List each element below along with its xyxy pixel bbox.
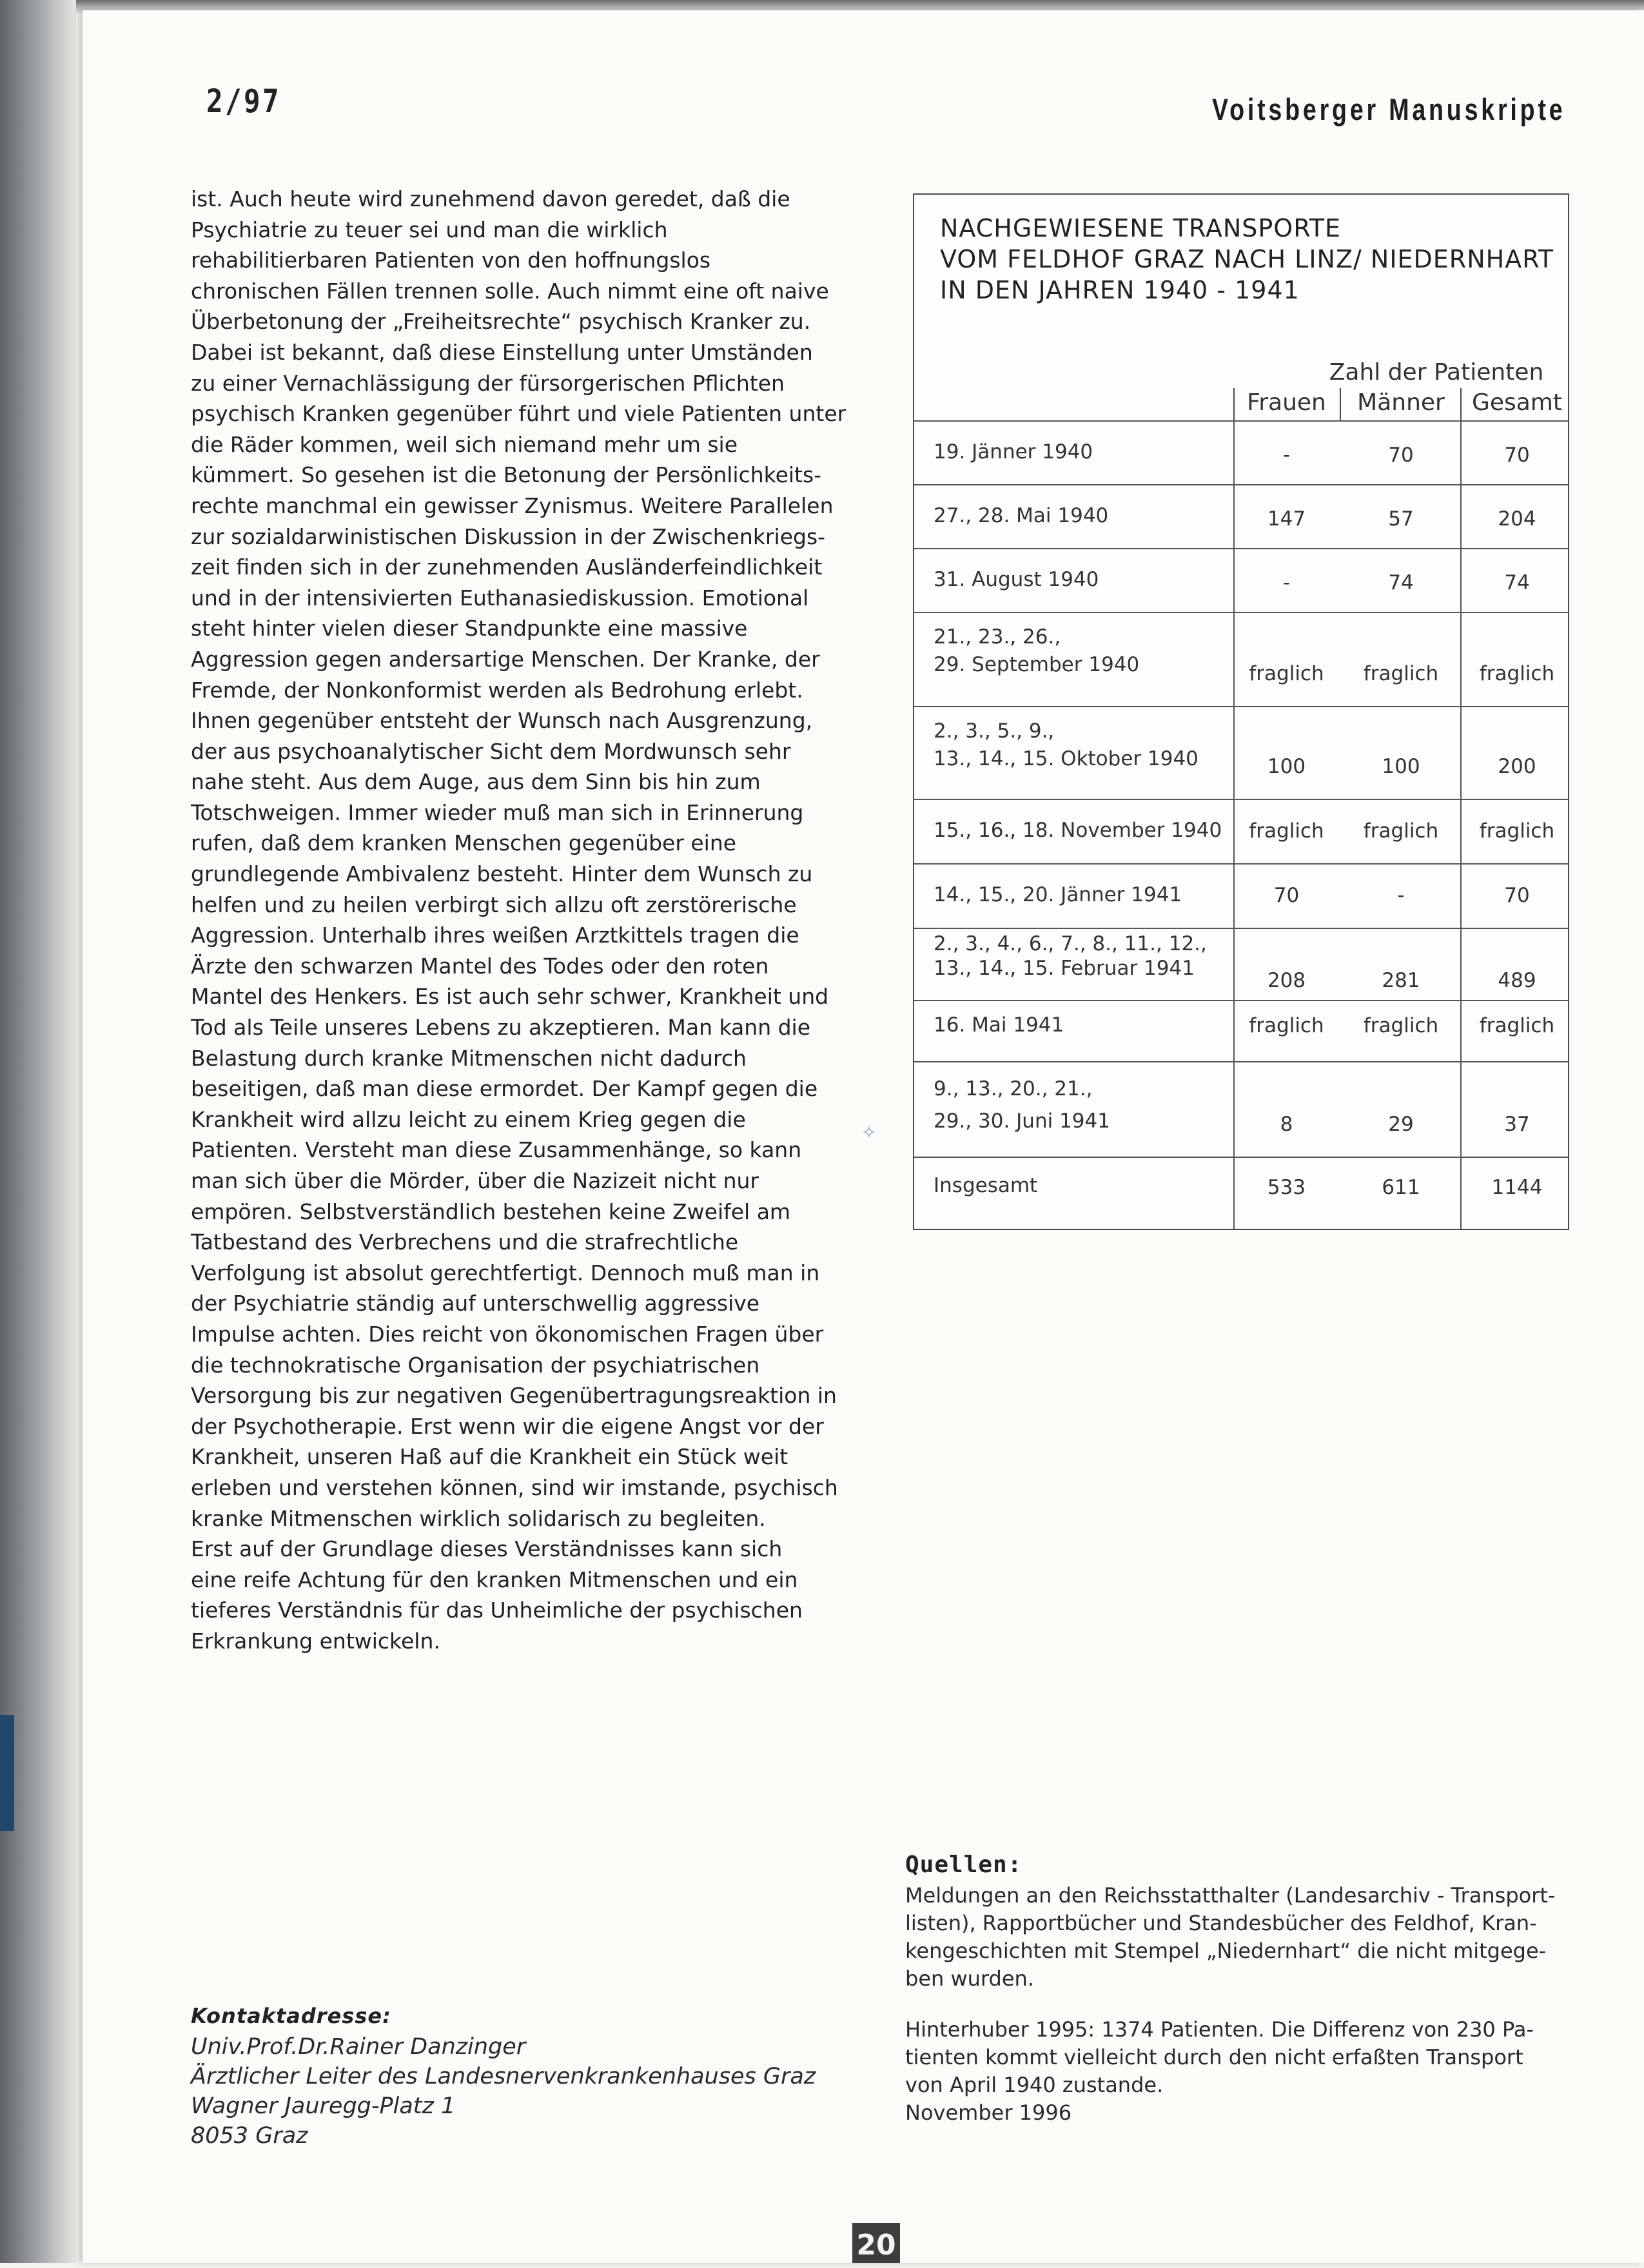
row-frauen: 533 — [1267, 1176, 1306, 1199]
cell-divider — [1233, 1062, 1235, 1157]
table-title-line: VOM FELDHOF GRAZ NACH LINZ/ NIEDERNHART — [940, 245, 1554, 273]
sources-title: Quellen: — [905, 1852, 1023, 1878]
cell-divider — [1460, 485, 1462, 548]
column-header-maenner: Männer — [1357, 389, 1445, 416]
cell-divider — [1233, 800, 1235, 863]
cell-divider — [1460, 549, 1462, 612]
row-frauen: 8 — [1280, 1113, 1293, 1136]
cell-divider — [1233, 422, 1235, 484]
issue-number: 2/97 — [206, 83, 281, 120]
row-frauen: fraglich — [1249, 1014, 1324, 1037]
row-gesamt: 489 — [1498, 969, 1536, 992]
contact-block — [191, 2004, 836, 2151]
cell-divider — [1460, 865, 1462, 928]
row-frauen: 147 — [1267, 507, 1306, 531]
row-date: 19. Jänner 1940 — [934, 440, 1093, 464]
row-frauen: 100 — [1267, 755, 1306, 778]
row-date: 9., 13., 20., 21., 29., 30. Juni 1941 — [934, 1077, 1110, 1133]
row-gesamt: fraglich — [1479, 1014, 1555, 1037]
row-maenner: 74 — [1388, 571, 1414, 594]
table-row-total — [914, 1157, 1568, 1229]
row-frauen: - — [1282, 571, 1291, 594]
cell-divider — [1233, 1001, 1235, 1061]
scan-edge-left — [0, 0, 76, 2263]
cell-divider — [1460, 800, 1462, 863]
row-date: 21., 23., 26., 29. September 1940 — [934, 625, 1140, 676]
row-maenner: 100 — [1382, 755, 1420, 778]
cell-divider — [1233, 549, 1235, 612]
row-date: 2., 3., 5., 9., 13., 14., 15. Oktober 1940 — [934, 719, 1199, 770]
row-maenner: fraglich — [1363, 819, 1439, 843]
row-frauen: - — [1282, 444, 1291, 467]
row-date: 16. Mai 1941 — [934, 1013, 1064, 1037]
sources-block — [905, 1852, 1563, 2127]
table-title-line: IN DEN JAHREN 1940 - 1941 — [940, 276, 1300, 304]
row-gesamt: 37 — [1504, 1113, 1530, 1136]
column-divider — [1340, 388, 1341, 420]
row-date: 2., 3., 4., 6., 7., 8., 11., 12., 13., 14., 15. Februar 1941 — [934, 932, 1207, 980]
cell-divider — [1460, 1062, 1462, 1157]
row-maenner: fraglich — [1363, 662, 1439, 685]
cell-divider — [1460, 422, 1462, 484]
cell-divider — [1233, 707, 1235, 799]
cell-divider — [1233, 485, 1235, 548]
contact-line: Wagner Jauregg-Platz 1 — [191, 2093, 456, 2119]
cell-divider — [1460, 613, 1462, 706]
cell-divider — [1233, 613, 1235, 706]
contact-line: Ärztlicher Leiter des Landesnervenkrankenhauses Graz — [191, 2064, 816, 2089]
row-maenner: 611 — [1382, 1176, 1420, 1199]
contact-line: Univ.Prof.Dr.Rainer Danzinger — [191, 2034, 526, 2060]
table-row — [914, 420, 1568, 484]
row-frauen: fraglich — [1249, 819, 1324, 843]
table-title-line: NACHGEWIESENE TRANSPORTE — [940, 214, 1342, 242]
sources-paragraph: Meldungen an den Reichsstatthalter (Landesarchiv - Transport- listen), Rapportbücher und Standesbücher des Feldhof, Kran- kengeschichten mit Stempel „Niedernhart“ die nicht mitgege- ben wurden. — [905, 1883, 1556, 1991]
row-frauen: 208 — [1267, 969, 1306, 992]
row-date: Insgesamt — [934, 1174, 1038, 1197]
row-date: 15., 16., 18. November 1940 — [934, 819, 1222, 842]
cell-divider — [1460, 1158, 1462, 1229]
cell-divider — [1460, 707, 1462, 799]
row-maenner: 57 — [1388, 507, 1414, 531]
scan-speck: ✧ — [861, 1122, 877, 1143]
publication-title: Voitsberger Manuskripte — [1212, 92, 1566, 126]
column-divider — [1233, 388, 1235, 420]
page-number: 20 — [852, 2223, 900, 2263]
row-gesamt: 204 — [1498, 507, 1536, 531]
cell-divider — [1460, 1001, 1462, 1061]
row-maenner: fraglich — [1363, 1014, 1439, 1037]
spacer — [905, 1993, 1563, 2016]
table-row — [914, 1061, 1568, 1157]
article-body-text: ist. Auch heute wird zunehmend davon geredet, daß die Psychiatrie zu teuer sei und man die wirklich rehabilitierbaren Patienten von den hoffnungslos chronischen Fällen trennen solle. Auch nimmt eine oft naive Überbetonung der „Freiheitsrechte“ psychisch Kranker zu. Dabei ist bekannt, daß diese Einstellung unter Umständen zu einer Vernachlässigung der fürsorgerischen Pflichten psychisch Kranken gegenüber führt und viele Patienten unter die Räder kommen, weil sich niemand mehr um sie kümmert. So gesehen ist die Betonung der Persönlichkeits- rechte manchmal ein gewisser Zynismus. Weitere Parallelen zur sozialdarwinistischen Diskussion in der Zwischenkriegs- zeit finden sich in der zunehmenden Ausländerfeindlichkeit und in der intensivierten Euthanasiediskussion. Emotional steht hinter vielen dieser Standpunkte eine massive Aggression gegen andersartige Menschen. Der Kranke, der Fremde, der Nonkonformist werden als Bedrohung erlebt. Ihnen gegenüber entsteht der Wunsch nach Ausgrenzung, der aus psychoanalytischer Sicht dem Mordwunsch sehr nahe steht. Aus dem Auge, aus dem Sinn bis hin zum Totschweigen. Immer wieder muß man sich in Erinnerung rufen, daß dem kranken Menschen gegenüber eine grundlegende Ambivalenz besteht. Hinter dem Wunsch zu helfen und zu heilen verbirgt sich allzu oft zerstörerische Aggression. Unterhalb ihres weißen Arztkittels tragen die Ärzte den schwarzen Mantel des Todes oder den roten Mantel des Henkers. Es ist auch sehr schwer, Krankheit und Tod als Teile unseres Lebens zu akzeptieren. Man kann die Belastung durch kranke Mitmenschen nicht dadurch beseitigen, daß man diese ermordet. Der Kampf gegen die Krankheit wird allzu leicht zu einem Krieg gegen die Patienten. Versteht man diese Zusammenhänge, so kann man sich über die Mörder, über die Nazizeit nicht nur empören. Selbstverständlich bestehen keine Zweifel am Tatbestand des Verbrechens und die strafrechtliche Verfolgung ist absolut gerechtfertigt. Dennoch muß man in der Psychiatrie ständig auf unterschwellig aggressive Impulse achten. Dies reicht von ökonomischen Fragen über die technokratische Organisation der psychiatrischen Versorgung bis zur negativen Gegenübertragungsreaktion in der Psychotherapie. Erst wenn wir die eigene Angst vor der Krankheit, unseren Haß auf die Krankheit ein Stück weit erleben und verstehen können, sind wir imstande, psychisch kranke Mitmenschen wirklich solidarisch zu begleiten. Erst auf der Grundlage dieses Verständnisses kann sich eine reife Achtung für den kranken Mitmenschen und ein tieferes Verständnis für das Unheimliche der psychischen Erkrankung entwickeln. — [191, 186, 846, 1654]
column-divider — [1460, 388, 1462, 420]
column-header-frauen: Frauen — [1247, 389, 1326, 416]
row-date: 14., 15., 20. Jänner 1941 — [934, 883, 1182, 906]
row-gesamt: 70 — [1504, 884, 1530, 907]
contact-title: Kontaktadresse: — [191, 2004, 391, 2028]
table-title — [940, 213, 1559, 306]
cell-divider — [1460, 929, 1462, 1000]
transport-table — [913, 193, 1569, 1230]
row-date: 31. August 1940 — [934, 568, 1099, 591]
row-maenner: 281 — [1382, 969, 1420, 992]
row-gesamt: 1144 — [1491, 1176, 1543, 1199]
row-frauen: fraglich — [1249, 662, 1324, 685]
sources-paragraph: Hinterhuber 1995: 1374 Patienten. Die Differenz von 230 Pa- tienten kommt vielleicht durch den nicht erfaßten Transport von April 1940 zustande. November 1996 — [905, 2017, 1534, 2125]
row-frauen: 70 — [1273, 884, 1300, 907]
cell-divider — [1233, 1158, 1235, 1229]
row-gesamt: 74 — [1504, 571, 1530, 594]
cell-divider — [1233, 865, 1235, 928]
table-row — [914, 706, 1568, 799]
row-gesamt: 200 — [1498, 755, 1536, 778]
row-gesamt: 70 — [1504, 444, 1530, 467]
row-maenner: - — [1397, 884, 1405, 907]
table-row — [914, 1000, 1568, 1061]
scan-edge-stripe — [0, 1715, 14, 1831]
table-row — [914, 548, 1568, 612]
table-row — [914, 799, 1568, 863]
table-row — [914, 612, 1568, 706]
row-maenner: 70 — [1388, 444, 1414, 467]
table-row — [914, 863, 1568, 928]
table-row — [914, 928, 1568, 1000]
row-gesamt: fraglich — [1479, 662, 1555, 685]
row-date: 27., 28. Mai 1940 — [934, 504, 1109, 527]
table-row — [914, 484, 1568, 548]
contact-line: 8053 Graz — [191, 2123, 308, 2149]
column-header-gesamt: Gesamt — [1471, 389, 1563, 416]
cell-divider — [1233, 929, 1235, 1000]
row-gesamt: fraglich — [1479, 819, 1555, 843]
row-maenner: 29 — [1388, 1113, 1414, 1136]
patient-count-header: Zahl der Patienten — [1329, 359, 1544, 386]
